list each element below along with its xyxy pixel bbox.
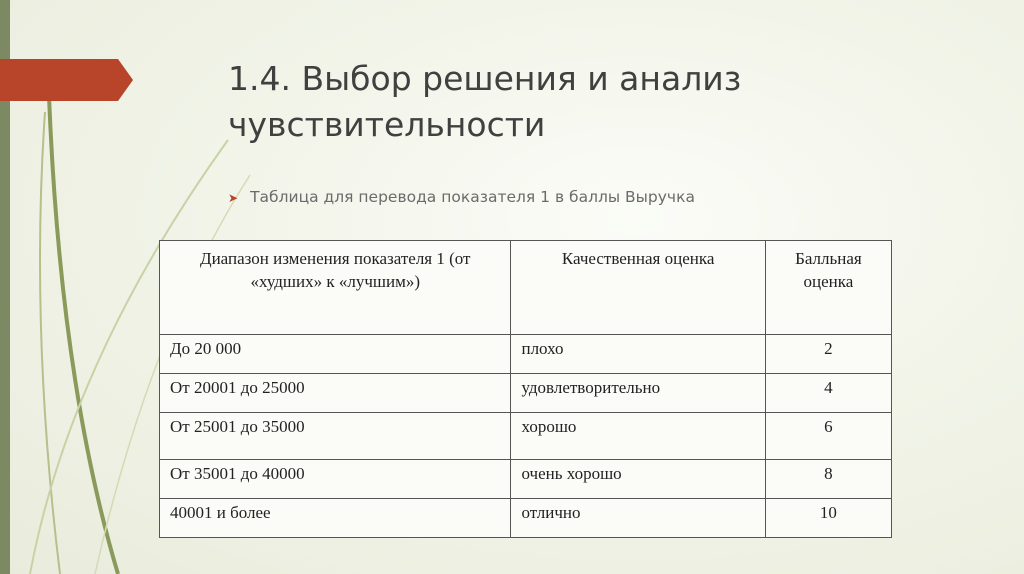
cell-range: 40001 и более: [160, 499, 511, 538]
cell-score: 6: [765, 413, 891, 460]
cell-quality: удовлетворительно: [511, 374, 765, 413]
title-accent-flag: [0, 59, 133, 101]
header-quality: Качественная оценка: [511, 241, 765, 335]
cell-range: От 35001 до 40000: [160, 460, 511, 499]
bullet-text: Таблица для перевода показателя 1 в баллы Выручка: [250, 188, 695, 206]
cell-score: 10: [765, 499, 891, 538]
table-row: [160, 413, 892, 460]
arrow-bullet-icon: ➤: [228, 191, 239, 205]
cell-quality: хорошо: [511, 413, 765, 460]
cell-score: 4: [765, 374, 891, 413]
header-range: Диапазон изменения показателя 1 (от «худших» к «лучшим»): [160, 241, 511, 335]
table-header-row: [160, 241, 892, 335]
page-title: [228, 56, 928, 148]
title-line-1: 1.4. Выбор решения и анализ: [228, 59, 742, 98]
header-score: Балльная оценка: [765, 241, 891, 335]
bullet-item: [228, 188, 695, 206]
cell-score: 8: [765, 460, 891, 499]
cell-range: От 25001 до 35000: [160, 413, 511, 460]
cell-quality: очень хорошо: [511, 460, 765, 499]
cell-score: 2: [765, 335, 891, 374]
cell-quality: плохо: [511, 335, 765, 374]
cell-range: До 20 000: [160, 335, 511, 374]
title-line-2: чувствительности: [228, 105, 546, 144]
table-row: [160, 335, 892, 374]
score-table: [159, 240, 892, 538]
table-row: [160, 460, 892, 499]
cell-quality: отлично: [511, 499, 765, 538]
cell-range: От 20001 до 25000: [160, 374, 511, 413]
table-row: [160, 374, 892, 413]
table-row: [160, 499, 892, 538]
